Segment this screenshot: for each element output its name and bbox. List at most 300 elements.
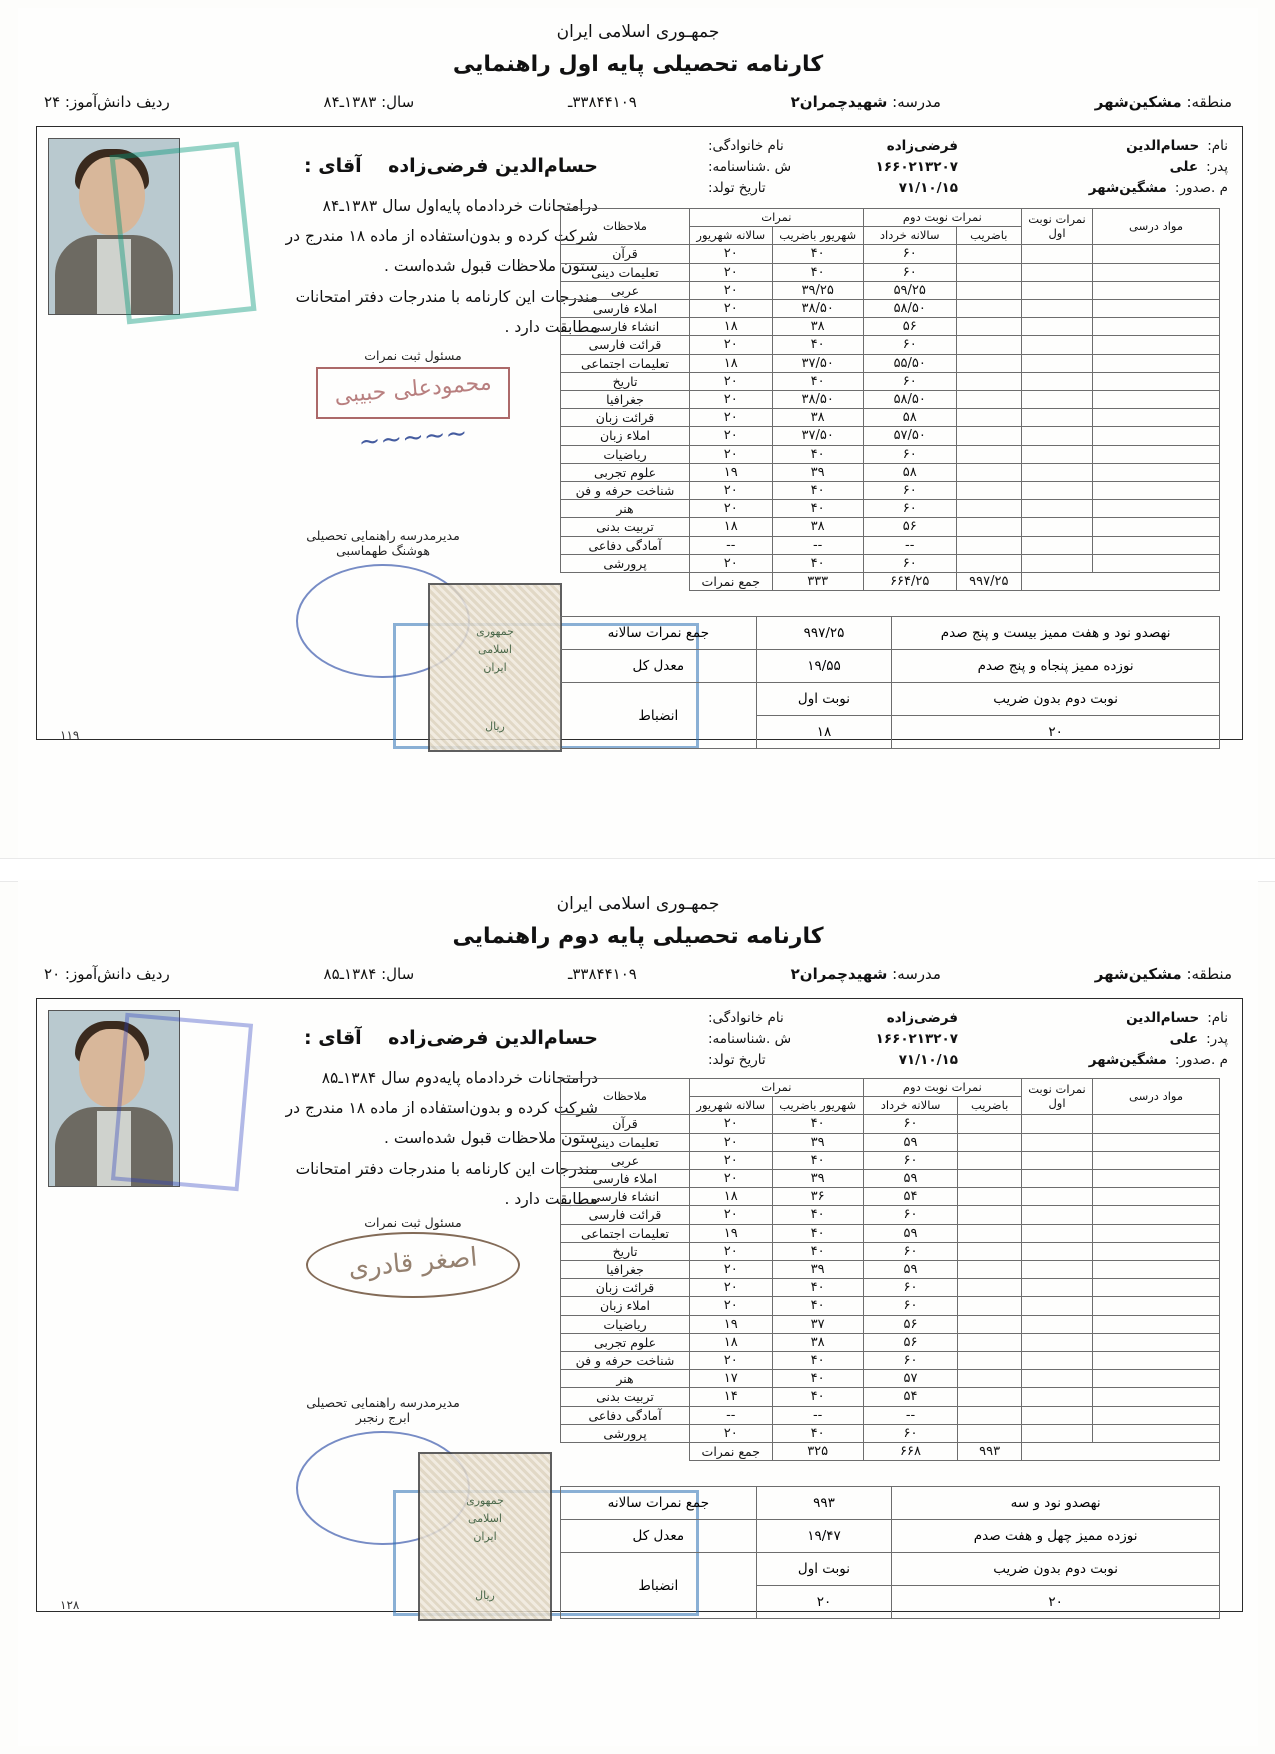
card1-student-no-value: ۲۴	[44, 93, 61, 111]
card2-statement-line-4: مندرجات این کارنامه با مندرجات دفتر امتحانات	[295, 1159, 598, 1178]
cell-sh2	[1022, 354, 1093, 372]
card2-region-value: مشکین‌شهر	[1094, 965, 1182, 983]
card2-average-label: معدل کل	[561, 1520, 757, 1553]
cell-subject: شناخت حرفه و فن	[561, 1352, 690, 1370]
cell-sh1	[958, 1424, 1022, 1442]
cell-t1: ۲۰	[690, 1279, 773, 1297]
card2-header	[18, 894, 1258, 949]
cell-sh1	[958, 1261, 1022, 1279]
card1-family-row	[708, 136, 958, 157]
card1-summary-block	[560, 616, 1220, 749]
cell-sh1	[958, 1315, 1022, 1333]
cell-annual: ۵۹/۲۵	[863, 281, 956, 299]
cell-subject: آمادگی دفاعی	[561, 1406, 690, 1424]
cell-t1: ۱۴	[690, 1388, 773, 1406]
card1-th-shahrivar-pass: شهریور باضریب	[772, 227, 863, 245]
table-row	[561, 1224, 1220, 1242]
cell-notes	[1093, 354, 1220, 372]
cell-subject: تاریخ	[561, 1242, 690, 1260]
card2-th-term1: نمرات نوبت اول	[1022, 1079, 1093, 1115]
cell-sh2	[1022, 281, 1093, 299]
cell-sh2	[1022, 391, 1093, 409]
card2-annual-total-value: ۹۹۳	[756, 1487, 892, 1520]
cell-sh2	[1022, 1188, 1093, 1206]
card2-grades-table	[560, 1078, 1220, 1461]
cell-sh1	[956, 536, 1021, 554]
cell-sh2	[1022, 463, 1093, 481]
cell-notes	[1093, 1279, 1220, 1297]
cell-annual: ۵۹	[863, 1169, 957, 1187]
card1-page-number: ۱۱۹	[60, 728, 80, 742]
cell-t1: ۱۹	[690, 1224, 773, 1242]
card1-annual-total-label: جمع نمرات سالانه	[561, 617, 757, 650]
cell-t2: ۴۰	[772, 263, 863, 281]
cell-sh2	[1022, 1151, 1093, 1169]
card2-discipline-term2-label: نوبت دوم بدون ضریب	[892, 1553, 1220, 1586]
cell-sh1	[958, 1133, 1022, 1151]
cell-t2: ۳۸/۵۰	[772, 391, 863, 409]
cell-sh1	[958, 1333, 1022, 1351]
card1-family-label: نام خانوادگی:	[708, 138, 784, 154]
card1-student-name: حسام‌الدین فرضی‌زاده	[388, 155, 598, 177]
cell-subject: پرورشی	[561, 554, 690, 572]
card2-school-value: شهیدچمران۲	[790, 965, 888, 983]
card1-principal-label: مدیرمدرسه راهنمایی تحصیلی	[306, 528, 460, 543]
cell-sh1	[958, 1242, 1022, 1260]
card2-identity-issue-row	[973, 1050, 1228, 1071]
card1-statement-line-4: مندرجات این کارنامه با مندرجات دفتر امتحانات	[295, 287, 598, 306]
table-row	[561, 372, 1220, 390]
cell-annual: ۶۰	[863, 263, 956, 281]
card2-student-no-value: ۲۰	[44, 965, 61, 983]
cell-subject: املاء زبان	[561, 1297, 690, 1315]
cell-sh1	[958, 1151, 1022, 1169]
cell-sh1	[956, 263, 1021, 281]
cell-annual: ۶۰	[863, 1297, 957, 1315]
card1-title: کارنامه تحصیلی پایه اول راهنمایی	[452, 52, 824, 77]
table-row	[561, 1297, 1220, 1315]
cell-subject: شناخت حرفه و فن	[561, 482, 690, 500]
card1-id-label: ش .شناسنامه:	[708, 158, 792, 175]
cell-notes	[1093, 409, 1220, 427]
card1-year-value: ۱۳۸۳ـ۸۴	[323, 93, 377, 111]
cell-subject: عربی	[561, 281, 690, 299]
cell-sh2	[1022, 299, 1093, 317]
card1-student-no-label: ردیف دانش‌آموز:	[64, 93, 170, 111]
cell-t1: ۲۰	[690, 281, 773, 299]
cell-t2: --	[772, 1406, 863, 1424]
cell-t2: ۴۰	[772, 1424, 863, 1442]
card1-school-label: مدرسه:	[892, 93, 941, 111]
card1-issue-value: مشگین‌شهر	[1088, 179, 1167, 196]
cell-t1: ۲۰	[690, 245, 773, 263]
cell-notes	[1093, 245, 1220, 263]
card1-id-value: ۱۶۶۰۲۱۳۲۰۷	[875, 158, 958, 175]
card2-totals-row	[561, 1443, 1220, 1461]
table-row	[561, 281, 1220, 299]
cell-notes	[1093, 1388, 1220, 1406]
table-row	[561, 409, 1220, 427]
card2-student-name: حسام‌الدین فرضی‌زاده	[388, 1027, 598, 1049]
cell-annual: ۶۰	[863, 445, 956, 463]
cell-sh1	[956, 518, 1021, 536]
cell-notes	[1093, 1406, 1220, 1424]
card1-totals-blank	[1022, 573, 1220, 591]
card1-statement-line-3: ستون ملاحظات قبول شده‌است .	[384, 257, 598, 276]
card2-salutation-line	[228, 1020, 598, 1057]
table-row	[561, 1188, 1220, 1206]
cell-t1: ۲۰	[690, 1115, 773, 1133]
cell-t1: ۲۰	[690, 1242, 773, 1260]
card2-total-term1: ۳۲۵	[772, 1443, 863, 1461]
card2-principal-name: ابرج رنجبر	[355, 1410, 411, 1425]
cell-sh2	[1022, 518, 1093, 536]
table-row	[561, 445, 1220, 463]
cell-notes	[1093, 372, 1220, 390]
cell-notes	[1093, 500, 1220, 518]
cell-sh1	[956, 445, 1021, 463]
cell-t1: ۲۰	[690, 1352, 773, 1370]
card1-identity-block	[973, 136, 1228, 199]
cell-t1: ۱۹	[690, 1315, 773, 1333]
card1-year	[324, 93, 415, 111]
card1-father-label: پدر:	[1206, 158, 1228, 175]
card2-family-row	[708, 1008, 958, 1029]
card1-tax-stamp	[428, 583, 562, 752]
cell-t1: --	[690, 536, 773, 554]
cell-t1: ۱۸	[690, 1333, 773, 1351]
cell-annual: ۶۰	[863, 336, 956, 354]
card1-total-annual: ۹۹۷/۲۵	[956, 573, 1021, 591]
cell-t2: ۴۰	[772, 1370, 863, 1388]
cell-annual: ۵۶	[863, 1315, 957, 1333]
cell-t2: ۴۰	[772, 445, 863, 463]
card2-tax-stamp	[418, 1452, 552, 1621]
cell-annual: ۵۴	[863, 1388, 957, 1406]
card1-registrar-stamp	[316, 367, 510, 419]
cell-sh2	[1022, 1297, 1093, 1315]
cell-sh2	[1022, 536, 1093, 554]
cell-notes	[1093, 318, 1220, 336]
cell-t2: ۳۹/۲۵	[772, 281, 863, 299]
cell-sh1	[956, 281, 1021, 299]
cell-subject: ریاضیات	[561, 445, 690, 463]
card1-identity-father-row	[973, 157, 1228, 178]
card1-statement-line-1: درامتحانات خردادماه پایه‌اول سال ۱۳۸۳ـ۸۴	[322, 197, 598, 216]
cell-annual: ۶۰	[863, 554, 956, 572]
cell-annual: ۶۰	[863, 1242, 957, 1260]
table-row	[561, 1206, 1220, 1224]
cell-t2: ۳۷	[772, 1315, 863, 1333]
card2-principal-label: مدیرمدرسه راهنمایی تحصیلی	[306, 1395, 460, 1410]
card1-average-row	[561, 650, 1220, 683]
card2-family-value: فرضی‌زاده	[886, 1010, 958, 1026]
cell-sh2	[1022, 263, 1093, 281]
card1-code: ۳۳۸۴۴۱۰۹ـ	[567, 93, 637, 111]
cell-sh1	[958, 1206, 1022, 1224]
card1-registrar-label: مسئول ثبت نمرات	[364, 348, 462, 363]
cell-t1: ۲۰	[690, 1206, 773, 1224]
table-row	[561, 536, 1220, 554]
cell-sh2	[1022, 1315, 1093, 1333]
cell-t1: ۱۸	[690, 354, 773, 372]
card1-id-row	[708, 157, 958, 178]
card1-school	[791, 93, 941, 111]
cell-subject: املاء فارسی	[561, 1169, 690, 1187]
table-row	[561, 463, 1220, 481]
cell-sh2	[1022, 482, 1093, 500]
cell-sh1	[956, 391, 1021, 409]
card2-page-number: ۱۲۸	[60, 1598, 80, 1612]
cell-t2: ۴۰	[772, 1206, 863, 1224]
table-row	[561, 1151, 1220, 1169]
cell-notes	[1093, 536, 1220, 554]
card2-statement	[228, 1020, 598, 1214]
card1-annual-total-value: ۹۹۷/۲۵	[756, 617, 892, 650]
card2-name-label: نام:	[1207, 1010, 1228, 1026]
card1-statement-line-2: شرکت کرده و بدون‌استفاده از ماده ۱۸ مندرج در	[285, 227, 598, 246]
cell-t1: ۱۹	[690, 463, 773, 481]
card2-identity-block2	[708, 1008, 958, 1071]
cell-sh2	[1022, 554, 1093, 572]
cell-subject: تعلیمات اجتماعی	[561, 1224, 690, 1242]
card1-tax-stamp-line3: ایران	[483, 661, 507, 674]
card1-grades-body	[561, 245, 1220, 591]
cell-sh1	[956, 482, 1021, 500]
cell-notes	[1093, 1297, 1220, 1315]
cell-notes	[1093, 482, 1220, 500]
cell-subject: املاء فارسی	[561, 299, 690, 317]
table-row	[561, 1424, 1220, 1442]
cell-annual: ۶۰	[863, 1151, 957, 1169]
cell-t1: ۲۰	[690, 554, 773, 572]
card1-statement	[228, 148, 598, 342]
card1-name-value: حسام‌الدین	[1126, 138, 1200, 154]
card1-salutation: آقای :	[303, 155, 362, 177]
cell-annual: ۵۷/۵۰	[863, 427, 956, 445]
card2-id-label: ش .شناسنامه:	[708, 1030, 792, 1047]
cell-notes	[1093, 1352, 1220, 1370]
card2-th-subject: مواد درسی	[1093, 1079, 1220, 1115]
cell-notes	[1093, 1242, 1220, 1260]
card1-year-label: سال:	[381, 93, 415, 111]
country-header-text: جمهـوری اسلامی ایران	[556, 22, 720, 42]
cell-sh1	[958, 1406, 1022, 1424]
card1-family-value: فرضی‌زاده	[886, 138, 958, 154]
card1-discipline-term2-value: ۲۰	[892, 716, 1220, 749]
cell-t2: ۴۰	[772, 1224, 863, 1242]
cell-t1: ۲۰	[690, 336, 773, 354]
cell-t2: ۳۹	[772, 1169, 863, 1187]
card2-family-label: نام خانوادگی:	[708, 1010, 784, 1026]
card2-discipline-term2-value: ۲۰	[892, 1586, 1220, 1619]
cell-t2: ۳۹	[772, 1133, 863, 1151]
cell-annual: ۶۰	[863, 1424, 957, 1442]
card2-discipline-term1-label: نوبت اول	[756, 1553, 892, 1586]
cell-t2: ۳۸/۵۰	[772, 299, 863, 317]
table-row	[561, 1333, 1220, 1351]
card2-name-value: حسام‌الدین	[1126, 1010, 1200, 1026]
cell-t1: ۲۰	[690, 1169, 773, 1187]
cell-annual: ۵۷	[863, 1370, 957, 1388]
card2-issue-label: م .صدور:	[1174, 1051, 1228, 1068]
card2-registrar-signature-area	[248, 1215, 578, 1300]
cell-subject: علوم تجربی	[561, 1333, 690, 1351]
cell-sh1	[956, 463, 1021, 481]
table-row	[561, 518, 1220, 536]
cell-t1: ۱۸	[690, 518, 773, 536]
cell-t1: ۱۸	[690, 1188, 773, 1206]
card2-statement-line-2: شرکت کرده و بدون‌استفاده از ماده ۱۸ مندرج در	[285, 1099, 598, 1118]
table-row	[561, 1169, 1220, 1187]
cell-t1: ۱۸	[690, 318, 773, 336]
card2-summary-block	[560, 1486, 1220, 1619]
cell-t2: ۳۸	[772, 1333, 863, 1351]
cell-annual: ۵۸	[863, 409, 956, 427]
cell-t2: ۴۰	[772, 482, 863, 500]
cell-t1: ۲۰	[690, 1297, 773, 1315]
card1-registrar-handwriting: ~~~~~	[357, 418, 469, 458]
cell-t2: ۳۸	[772, 318, 863, 336]
cell-annual: ۶۰	[863, 1352, 957, 1370]
cell-t2: --	[772, 536, 863, 554]
cell-sh1	[956, 318, 1021, 336]
card1-total-label: جمع نمرات	[690, 573, 773, 591]
card2-year	[324, 965, 415, 983]
country-header-text-2: جمهـوری اسلامی ایران	[556, 894, 720, 914]
cell-subject: تاریخ	[561, 372, 690, 390]
cell-notes	[1093, 1315, 1220, 1333]
card2-school-label: مدرسه:	[892, 965, 941, 983]
cell-t2: ۴۰	[772, 1242, 863, 1260]
card2-meta-row	[18, 965, 1258, 983]
cell-sh1	[958, 1297, 1022, 1315]
card2-discipline-head-row	[561, 1553, 1220, 1586]
card2-th-annual-shahrivar: سالانه شهریور	[690, 1097, 773, 1115]
cell-t1: ۱۷	[690, 1370, 773, 1388]
card1-th-annual-khordad: سالانه خرداد	[863, 227, 956, 245]
card1-school-value: شهیدچمران۲	[790, 93, 888, 111]
cell-annual: ۵۸	[863, 463, 956, 481]
card1-header	[18, 22, 1258, 77]
cell-sh2	[1022, 1115, 1093, 1133]
card2-birth-row	[708, 1050, 958, 1071]
cell-sh2	[1022, 409, 1093, 427]
card2-year-value: ۱۳۸۴ـ۸۵	[323, 965, 377, 983]
card2-statement-line-1: درامتحانات خردادماه پایه‌دوم سال ۱۳۸۴ـ۸۵	[321, 1069, 598, 1088]
cell-notes	[1093, 1261, 1220, 1279]
cell-t1: ۲۰	[690, 372, 773, 390]
card2-issue-value: مشگین‌شهر	[1088, 1051, 1167, 1068]
table-row	[561, 1261, 1220, 1279]
card1-discipline-label: انضباط	[561, 683, 757, 749]
card2-total-annual: ۹۹۳	[958, 1443, 1022, 1461]
cell-sh2	[1022, 1169, 1093, 1187]
table-row	[561, 299, 1220, 317]
card2-total-label: جمع نمرات	[690, 1443, 773, 1461]
card1-meta-row	[18, 93, 1258, 111]
cell-subject: انشاء فارسی	[561, 1188, 690, 1206]
cell-annual: ۶۰	[863, 500, 956, 518]
cell-annual: ۵۶	[863, 1333, 957, 1351]
cell-t2: ۴۰	[772, 500, 863, 518]
cell-sh2	[1022, 1370, 1093, 1388]
card1-salutation-line	[228, 148, 598, 185]
cell-t1: ۲۰	[690, 1133, 773, 1151]
card2-registrar-signature	[306, 1232, 520, 1298]
cell-t1: ۲۰	[690, 427, 773, 445]
cell-t2: ۴۰	[772, 554, 863, 572]
card1-average-label: معدل کل	[561, 650, 757, 683]
cell-subject: ریاضیات	[561, 1315, 690, 1333]
cell-subject: قرآن	[561, 245, 690, 263]
card1-th-scores: نمرات	[690, 209, 864, 227]
cell-t2: ۳۸	[772, 409, 863, 427]
cell-notes	[1093, 336, 1220, 354]
card2-discipline-term1-value: ۲۰	[756, 1586, 892, 1619]
card2-birth-value: ۷۱/۱۰/۱۵	[898, 1051, 958, 1068]
cell-annual: ۵۹	[863, 1133, 957, 1151]
card1-registrar-name: محمودعلی حبیبی	[333, 370, 493, 409]
cell-sh1	[958, 1388, 1022, 1406]
cell-annual: ۶۰	[863, 1115, 957, 1133]
card2-identity-father-row	[973, 1029, 1228, 1050]
cell-t2: ۴۰	[772, 336, 863, 354]
cell-t2: ۴۰	[772, 1151, 863, 1169]
transcript-card-grade2	[18, 880, 1258, 1746]
cell-t1: ۲۰	[690, 1424, 773, 1442]
card1-name-label: نام:	[1207, 138, 1228, 154]
cell-notes	[1093, 1188, 1220, 1206]
card2-average-value: ۱۹/۴۷	[756, 1520, 892, 1553]
cell-annual: ۵۶	[863, 318, 956, 336]
card1-tax-stamp-line2: اسلامی	[478, 643, 512, 656]
cell-t2: ۳۷/۵۰	[772, 427, 863, 445]
card1-birth-value: ۷۱/۱۰/۱۵	[898, 179, 958, 196]
card1-student-no	[44, 93, 170, 111]
cell-notes	[1093, 1133, 1220, 1151]
cell-subject: تربیت بدنی	[561, 1388, 690, 1406]
cell-annual: ۵۹	[863, 1224, 957, 1242]
card2-registrar-name: اصغر قادری	[347, 1242, 479, 1284]
table-row	[561, 391, 1220, 409]
card2-th-annual-khordad: سالانه خرداد	[863, 1097, 957, 1115]
card2-region-label: منطقه:	[1186, 965, 1232, 983]
cell-sh1	[958, 1224, 1022, 1242]
table-row	[561, 245, 1220, 263]
card1-region	[1095, 93, 1232, 111]
cell-sh2	[1022, 1406, 1093, 1424]
card2-code: ۳۳۸۴۴۱۰۹ـ	[567, 965, 637, 983]
cell-t1: ۲۰	[690, 1151, 773, 1169]
card1-totals-row	[561, 573, 1220, 591]
card1-th-annual-shahrivar: سالانه شهریور	[690, 227, 773, 245]
table-row	[561, 336, 1220, 354]
cell-t1: ۲۰	[690, 500, 773, 518]
cell-t2: ۳۶	[772, 1188, 863, 1206]
card1-tax-stamp-line1: جمهوری	[476, 625, 514, 638]
cell-t1: ۲۰	[690, 409, 773, 427]
card1-tax-stamp-line4: ریال	[485, 720, 505, 733]
card1-total-term1: ۳۳۳	[772, 573, 863, 591]
table-row	[561, 500, 1220, 518]
cell-sh2	[1022, 1388, 1093, 1406]
cell-sh2	[1022, 1261, 1093, 1279]
cell-sh1	[956, 372, 1021, 390]
card1-region-label: منطقه:	[1186, 93, 1232, 111]
card2-totals-blank	[1022, 1443, 1220, 1461]
card1-th-term1: نمرات نوبت اول	[1022, 209, 1093, 245]
